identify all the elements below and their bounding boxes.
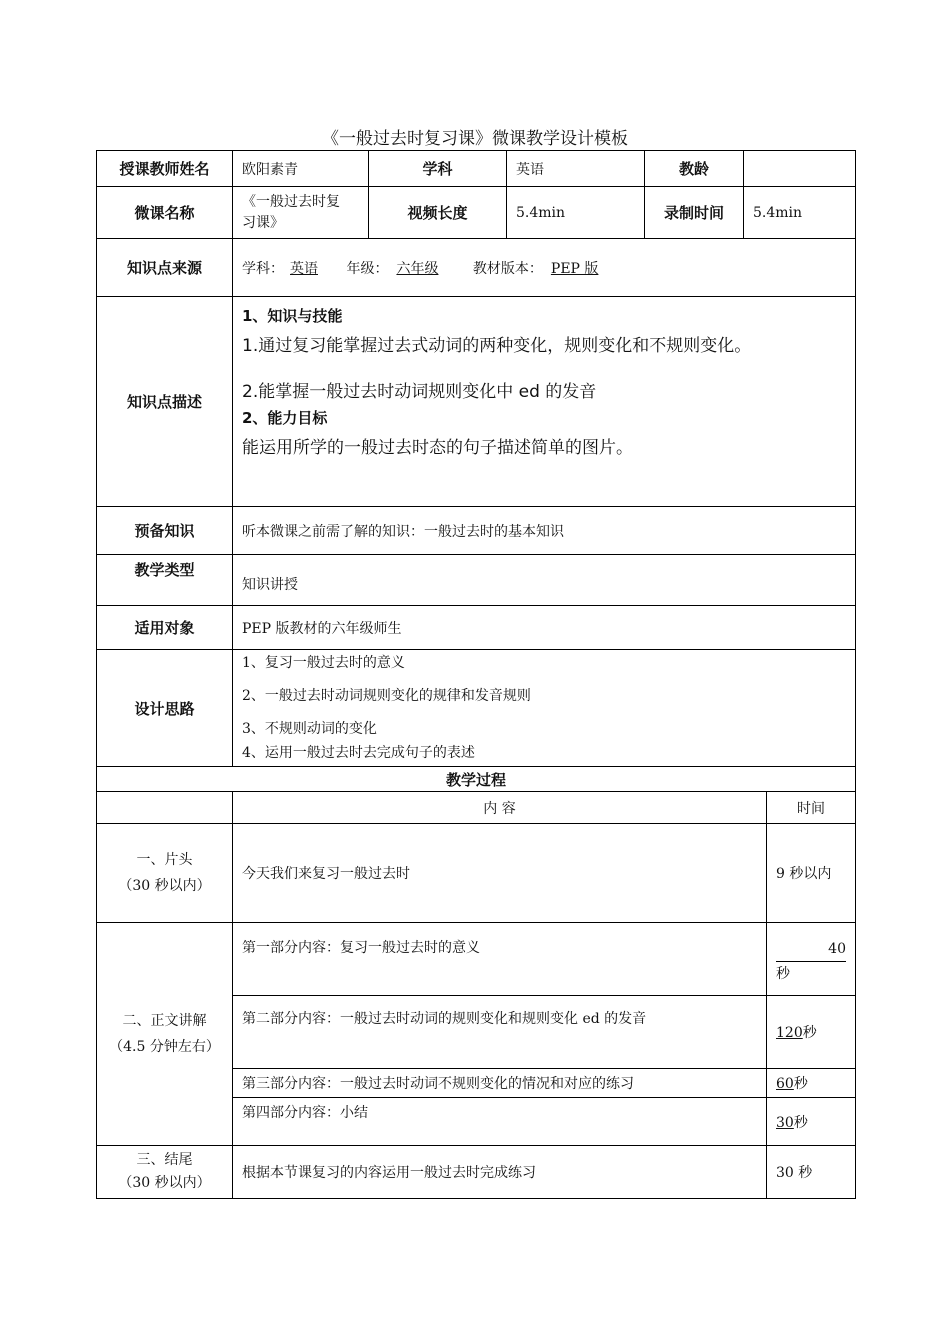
source-grade-value: 六年级	[396, 260, 439, 277]
part4-content: 第四部分内容：小结	[233, 1098, 767, 1146]
process-title: 教学过程	[97, 767, 856, 792]
part2-time-value: 120	[776, 1025, 803, 1041]
part2-time-unit: 秒	[802, 1025, 817, 1041]
section-end-content: 根据本节课复习的内容运用一般过去时完成练习	[233, 1146, 767, 1199]
section-intro-content: 今天我们来复习一般过去时	[233, 824, 767, 923]
section-main-label	[97, 923, 233, 1146]
section-main-title: 二、正文讲解	[122, 1013, 207, 1029]
video-length-label: 视频长度	[369, 187, 507, 239]
design-item-1: 1、复习一般过去时的意义	[242, 655, 405, 671]
info-table	[96, 150, 856, 792]
source-value	[233, 239, 856, 297]
desc-point-2: 2.能掌握一般过去时动词规则变化中 ed 的发音	[242, 382, 597, 402]
desc-point-3: 能运用所学的一般过去时态的句子描述简单的图片。	[242, 438, 633, 458]
design-item-2: 2、一般过去时动词规则变化的规律和发音规则	[242, 688, 531, 704]
process-header-blank	[97, 792, 233, 824]
desc-label: 知识点描述	[97, 297, 233, 507]
process-header-time: 时间	[767, 792, 856, 824]
page-title: 《一般过去时复习课》微课教学设计模板	[322, 129, 628, 149]
source-edition-value: PEP 版	[550, 260, 599, 277]
part1-time	[767, 923, 856, 996]
prep-value: 听本微课之前需了解的知识：一般过去时的基本知识	[233, 507, 856, 555]
desc-point-1: 1.通过复习能掌握过去式动词的两种变化，规则变化和不规则变化。	[242, 336, 752, 356]
part3-time-value: 60	[776, 1076, 794, 1092]
part4-time	[767, 1098, 856, 1146]
section-end-time: 30 秒	[767, 1146, 856, 1199]
source-grade-label: 年级：	[346, 260, 389, 277]
record-time-value: 5.4min	[744, 187, 856, 239]
part1-time-value: 40	[776, 937, 846, 962]
target-label: 适用对象	[97, 606, 233, 650]
source-edition-label: 教材版本：	[472, 260, 543, 277]
desc-value	[233, 297, 856, 507]
design-list	[233, 650, 856, 767]
desc-heading-skills: 1、知识与技能	[242, 307, 343, 325]
age-label: 教龄	[645, 151, 744, 187]
type-label: 教学类型	[97, 555, 233, 606]
part2-time	[767, 996, 856, 1069]
target-value: PEP 版教材的六年级师生	[233, 606, 856, 650]
age-value	[744, 151, 856, 187]
part4-time-value: 30	[776, 1114, 794, 1131]
course-label: 微课名称	[97, 187, 233, 239]
design-item-3: 3、不规则动词的变化	[242, 721, 377, 737]
teacher-label: 授课教师姓名	[97, 151, 233, 187]
part3-time-unit: 秒	[793, 1076, 808, 1092]
record-time-label: 录制时间	[645, 187, 744, 239]
course-value	[233, 187, 369, 239]
section-main-limit: （4.5 分钟左右）	[109, 1039, 220, 1055]
part2-content: 第二部分内容：一般过去时动词的规则变化和规则变化 ed 的发音	[233, 996, 767, 1069]
section-intro-limit: （30 秒以内）	[118, 878, 211, 894]
source-subject-label: 学科：	[242, 260, 284, 277]
section-end-label	[97, 1146, 233, 1199]
subject-value: 英语	[507, 151, 645, 187]
prep-label: 预备知识	[97, 507, 233, 555]
teacher-value: 欧阳素青	[233, 151, 369, 187]
type-value: 知识讲授	[233, 555, 856, 606]
design-item-4: 4、运用一般过去时去完成句子的表述	[242, 745, 475, 761]
desc-heading-ability: 2、能力目标	[242, 409, 328, 427]
part1-time-unit: 秒	[776, 966, 790, 982]
process-header-content: 内 容	[233, 792, 767, 824]
part3-time	[767, 1069, 856, 1098]
section-end-limit: （30 秒以内）	[118, 1175, 211, 1191]
source-subject-value: 英语	[290, 260, 318, 277]
section-intro-label	[97, 824, 233, 923]
source-label: 知识点来源	[97, 239, 233, 297]
part1-content: 第一部分内容：复习一般过去时的意义	[233, 923, 767, 996]
section-intro-title: 一、片头	[136, 852, 193, 868]
part3-content: 第三部分内容：一般过去时动词不规则变化的情况和对应的练习	[233, 1069, 767, 1098]
subject-label: 学科	[369, 151, 507, 187]
course-value-line1: 《一般过去时复	[242, 193, 340, 210]
process-table	[96, 791, 856, 1199]
section-end-title: 三、结尾	[136, 1152, 193, 1168]
course-value-line2: 习课》	[242, 214, 284, 231]
video-length-value: 5.4min	[507, 187, 645, 239]
part4-time-unit: 秒	[793, 1114, 808, 1131]
section-intro-time: 9 秒以内	[767, 824, 856, 923]
design-label: 设计思路	[97, 650, 233, 767]
